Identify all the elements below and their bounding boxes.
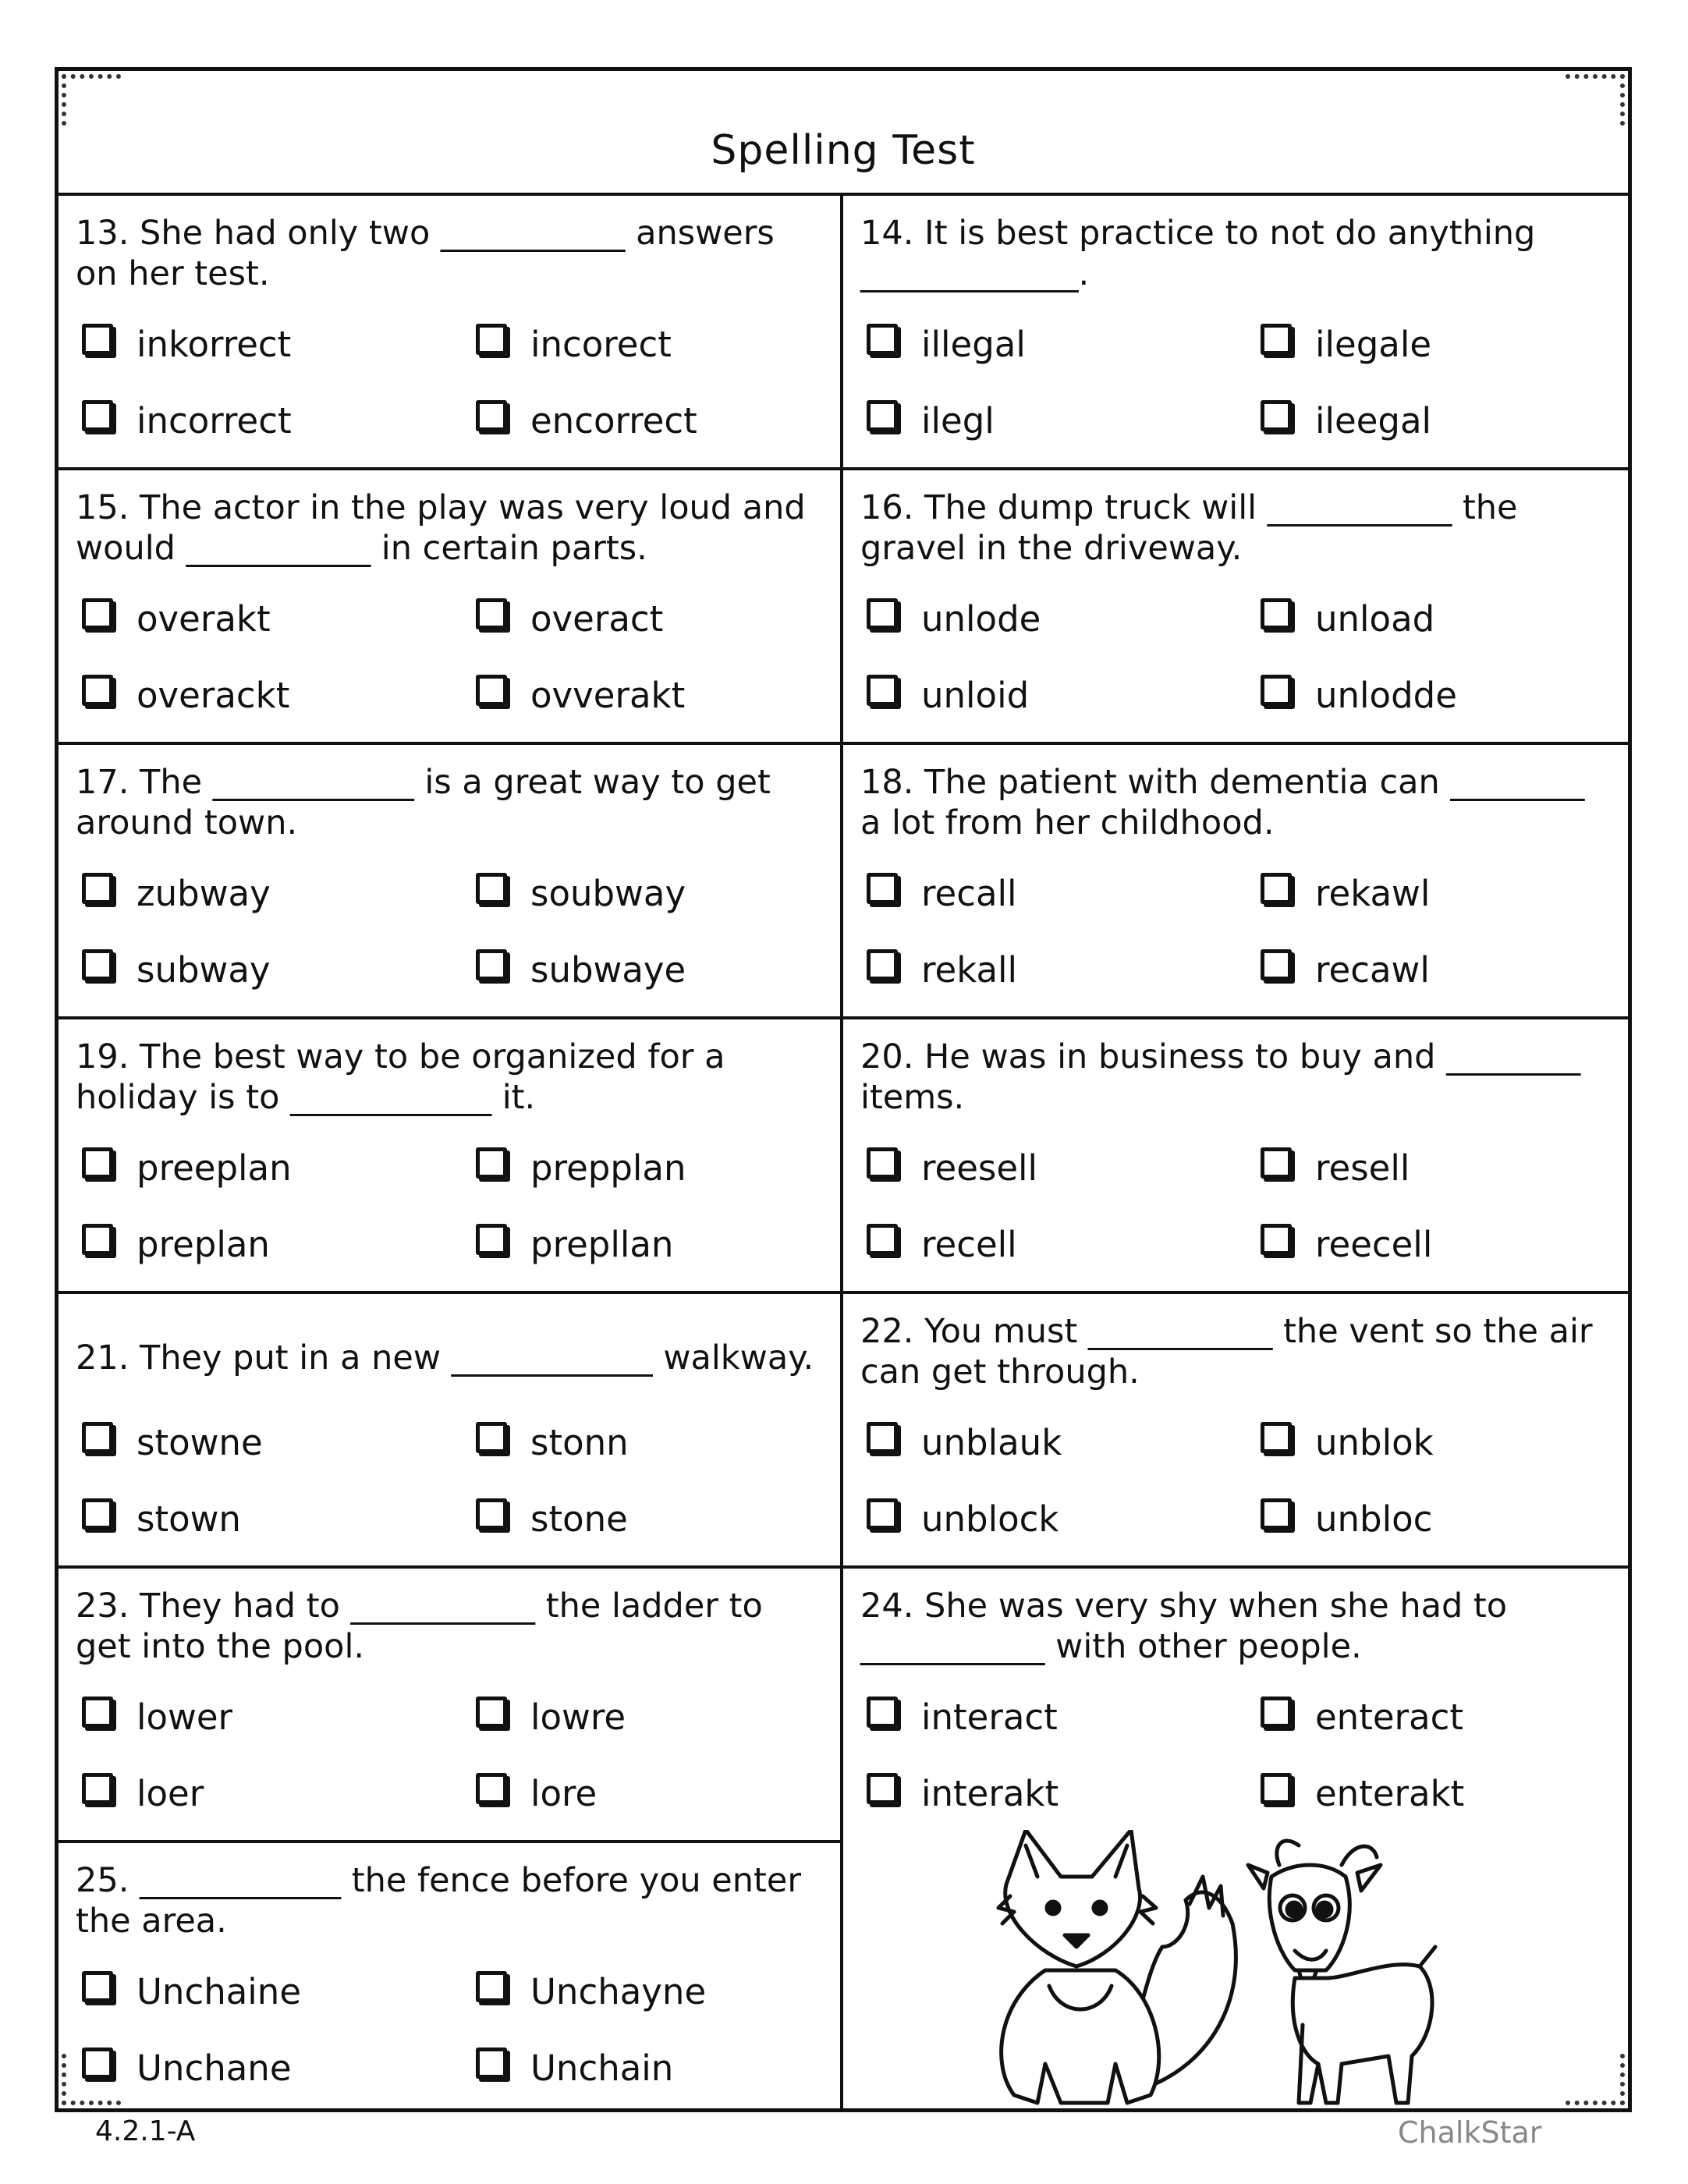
checkbox-icon[interactable] — [1261, 675, 1292, 706]
brand-watermark: ChalkStar — [1398, 2115, 1542, 2150]
checkbox-icon[interactable] — [476, 324, 507, 355]
question-cell — [843, 1569, 1628, 1843]
question-prompt: 25. ____________ the fence before you enter the area. — [76, 1861, 802, 1941]
checkbox-icon[interactable] — [1261, 873, 1292, 904]
answer-option[interactable] — [82, 1144, 292, 1191]
question-cell — [843, 1019, 1628, 1294]
checkbox-icon[interactable] — [867, 324, 898, 355]
answer-option[interactable] — [82, 1693, 232, 1740]
question-prompt: 18. The patient with dementia can ________ a lot from her childhood. — [860, 763, 1585, 842]
answer-option[interactable] — [867, 1693, 1058, 1740]
question-cell — [59, 1569, 843, 1843]
question-cell — [59, 1294, 843, 1569]
checkbox-icon[interactable] — [476, 675, 507, 706]
option-label: Unchayne — [530, 1970, 707, 2012]
answer-option[interactable] — [476, 595, 663, 642]
option-label: preplan — [137, 1223, 270, 1265]
option-label: unblock — [921, 1498, 1059, 1540]
checkbox-icon[interactable] — [1261, 1224, 1292, 1255]
page-title: Spelling Test — [711, 127, 976, 174]
question-prompt: 22. You must ___________ the vent so the air can get through. — [860, 1312, 1593, 1392]
option-label: reecell — [1315, 1223, 1433, 1265]
answer-option[interactable] — [476, 2044, 673, 2091]
option-label: Unchain — [530, 2047, 674, 2089]
checkbox-icon[interactable] — [82, 1224, 113, 1255]
answer-option[interactable] — [1261, 946, 1430, 993]
checkbox-icon[interactable] — [867, 1696, 898, 1728]
question-prompt: 20. He was in business to buy and ________ items. — [860, 1037, 1581, 1117]
checkbox-icon[interactable] — [1261, 324, 1292, 355]
answer-option[interactable] — [82, 1495, 241, 1542]
option-label: incorect — [530, 323, 672, 365]
answer-option[interactable] — [82, 595, 271, 642]
answer-option[interactable] — [867, 397, 995, 444]
answer-option[interactable] — [867, 672, 1029, 718]
answer-option[interactable] — [867, 1770, 1059, 1817]
option-label: ilegale — [1315, 323, 1432, 365]
option-label: prepplan — [530, 1147, 686, 1189]
checkbox-icon[interactable] — [867, 1422, 898, 1453]
option-label: enteract — [1315, 1696, 1463, 1738]
option-label: Unchane — [137, 2047, 292, 2089]
question-prompt: 14. It is best practice to not do anything _____________. — [860, 214, 1536, 293]
checkbox-icon[interactable] — [1261, 1147, 1292, 1179]
option-label: prepllan — [530, 1223, 674, 1265]
answer-option[interactable] — [1261, 397, 1431, 444]
option-label: unload — [1315, 597, 1435, 640]
answer-option[interactable] — [476, 1968, 706, 2015]
checkbox-icon[interactable] — [82, 1147, 113, 1179]
answer-option[interactable] — [1261, 1144, 1410, 1191]
checkbox-icon[interactable] — [82, 598, 113, 629]
option-label: illegal — [921, 323, 1026, 365]
answer-option[interactable] — [1261, 1770, 1464, 1817]
option-label: overact — [530, 597, 664, 640]
checkbox-icon[interactable] — [82, 1971, 113, 2002]
question-cell — [59, 470, 843, 745]
option-label: lore — [530, 1772, 598, 1814]
checkbox-icon[interactable] — [867, 1147, 898, 1179]
checkbox-icon[interactable] — [82, 675, 113, 706]
checkbox-icon[interactable] — [1261, 598, 1292, 629]
checkbox-icon[interactable] — [82, 949, 113, 980]
checkbox-icon[interactable] — [1261, 1422, 1292, 1453]
checkbox-icon[interactable] — [82, 1498, 113, 1530]
checkbox-icon[interactable] — [82, 2048, 113, 2079]
checkbox-icon[interactable] — [867, 1773, 898, 1804]
option-label: ileegal — [1315, 399, 1432, 441]
checkbox-icon[interactable] — [82, 324, 113, 355]
answer-option[interactable] — [476, 321, 672, 367]
option-label: unbloc — [1315, 1498, 1433, 1540]
answer-option[interactable] — [1261, 1495, 1432, 1542]
option-label: recall — [921, 872, 1017, 914]
answer-option[interactable] — [82, 1968, 301, 2015]
checkbox-icon[interactable] — [867, 949, 898, 980]
option-label: subway — [137, 948, 271, 991]
checkbox-icon[interactable] — [476, 1422, 507, 1453]
answer-option[interactable] — [82, 870, 271, 916]
question-cell — [59, 1019, 843, 1294]
option-label: enterakt — [1315, 1772, 1465, 1814]
option-label: unlode — [921, 597, 1041, 640]
option-label: incorrect — [137, 399, 292, 441]
answer-option[interactable] — [476, 1144, 686, 1191]
option-label: soubway — [530, 872, 686, 914]
checkbox-icon[interactable] — [476, 873, 507, 904]
answer-option[interactable] — [476, 672, 685, 718]
checkbox-icon[interactable] — [476, 1773, 507, 1804]
option-label: recell — [921, 1223, 1017, 1265]
option-label: stone — [530, 1498, 628, 1540]
answer-option[interactable] — [1261, 672, 1457, 718]
checkbox-icon[interactable] — [82, 1422, 113, 1453]
checkbox-icon[interactable] — [1261, 1696, 1292, 1728]
question-cell — [59, 196, 843, 470]
option-label: inkorrect — [137, 323, 292, 365]
option-label: unblauk — [921, 1421, 1062, 1463]
option-label: unlodde — [1315, 674, 1457, 716]
checkbox-icon[interactable] — [476, 598, 507, 629]
goat-icon — [1248, 1841, 1435, 2103]
answer-option[interactable] — [1261, 1419, 1434, 1466]
answer-option[interactable] — [867, 1495, 1059, 1542]
worksheet-frame — [55, 67, 1632, 2112]
answer-option[interactable] — [867, 595, 1041, 642]
option-label: Unchaine — [137, 1970, 302, 2012]
option-label: stowne — [137, 1421, 263, 1463]
answer-option[interactable] — [82, 1770, 204, 1817]
question-prompt: 21. They put in a new ____________ walkway. — [76, 1338, 814, 1377]
question-cell — [843, 1294, 1628, 1569]
fox-icon — [998, 1830, 1236, 2103]
question-cell — [59, 1843, 843, 2108]
answer-option[interactable] — [476, 1221, 673, 1268]
option-label: overakt — [137, 597, 271, 640]
option-label: unloid — [921, 674, 1030, 716]
option-label: encorrect — [530, 399, 697, 441]
option-label: subwaye — [530, 948, 686, 991]
answer-option[interactable] — [82, 321, 291, 367]
question-cell — [59, 745, 843, 1019]
option-label: ovverakt — [530, 674, 686, 716]
checkbox-icon[interactable] — [476, 400, 507, 431]
checkbox-icon[interactable] — [476, 1224, 507, 1255]
checkbox-icon[interactable] — [867, 400, 898, 431]
checkbox-icon[interactable] — [82, 1773, 113, 1804]
title-bar — [59, 71, 1628, 196]
checkbox-icon[interactable] — [867, 1224, 898, 1255]
answer-option[interactable] — [476, 397, 697, 444]
checkbox-icon[interactable] — [476, 1696, 507, 1728]
answer-option[interactable] — [1261, 595, 1434, 642]
answer-option[interactable] — [476, 1419, 629, 1466]
checkbox-icon[interactable] — [476, 2048, 507, 2079]
checkbox-icon[interactable] — [1261, 400, 1292, 431]
checkbox-icon[interactable] — [867, 598, 898, 629]
question-cell — [843, 470, 1628, 745]
question-prompt: 15. The actor in the play was very loud and would ___________ in certain parts. — [76, 488, 806, 568]
option-label: ilegl — [921, 399, 995, 441]
answer-option[interactable] — [476, 1770, 597, 1817]
checkbox-icon[interactable] — [1261, 949, 1292, 980]
checkbox-icon[interactable] — [82, 873, 113, 904]
checkbox-icon[interactable] — [867, 675, 898, 706]
fox-and-goat-illustration — [952, 1830, 1544, 2112]
option-label: preeplan — [137, 1147, 292, 1189]
question-prompt: 19. The best way to be organized for a holiday is to ____________ it. — [76, 1037, 725, 1117]
question-prompt: 13. She had only two ___________ answers on her test. — [76, 214, 775, 293]
option-label: interact — [921, 1696, 1058, 1738]
checkbox-icon[interactable] — [82, 400, 113, 431]
option-label: lower — [137, 1696, 233, 1738]
checkbox-icon[interactable] — [1261, 1498, 1292, 1530]
option-label: stonn — [530, 1421, 629, 1463]
answer-option[interactable] — [476, 870, 686, 916]
checkbox-icon[interactable] — [476, 949, 507, 980]
question-prompt: 16. The dump truck will ___________ the gravel in the driveway. — [860, 488, 1518, 568]
answer-option[interactable] — [476, 946, 686, 993]
checkbox-icon[interactable] — [476, 1971, 507, 2002]
answer-option[interactable] — [867, 1221, 1017, 1268]
option-label: zubway — [137, 872, 271, 914]
option-label: rekall — [921, 948, 1018, 991]
answer-option[interactable] — [867, 321, 1026, 367]
answer-option[interactable] — [82, 1419, 263, 1466]
checkbox-icon[interactable] — [82, 1696, 113, 1728]
answer-option[interactable] — [82, 672, 289, 718]
answer-option[interactable] — [1261, 870, 1430, 916]
option-label: stown — [137, 1498, 241, 1540]
option-label: overackt — [137, 674, 290, 716]
option-label: recawl — [1315, 948, 1430, 991]
answer-option[interactable] — [867, 1419, 1062, 1466]
option-label: loer — [137, 1772, 204, 1814]
option-label: rekawl — [1315, 872, 1431, 914]
checkbox-icon[interactable] — [476, 1498, 507, 1530]
option-label: interakt — [921, 1772, 1059, 1814]
answer-option[interactable] — [1261, 321, 1431, 367]
answer-option[interactable] — [867, 870, 1017, 916]
option-label: resell — [1315, 1147, 1410, 1189]
answer-option[interactable] — [867, 946, 1017, 993]
answer-option[interactable] — [1261, 1221, 1432, 1268]
checkbox-icon[interactable] — [867, 1498, 898, 1530]
question-grid — [59, 196, 1628, 2108]
answer-option[interactable] — [1261, 1693, 1463, 1740]
question-cell — [843, 745, 1628, 1019]
answer-option[interactable] — [476, 1693, 626, 1740]
answer-option[interactable] — [476, 1495, 628, 1542]
answer-option[interactable] — [82, 397, 292, 444]
option-label: unblok — [1315, 1421, 1434, 1463]
worksheet-code: 4.2.1-A — [95, 2115, 196, 2147]
option-label: lowre — [530, 1696, 626, 1738]
answer-option[interactable] — [82, 946, 271, 993]
answer-option[interactable] — [82, 2044, 292, 2091]
question-cell — [843, 196, 1628, 470]
question-prompt: 23. They had to ___________ the ladder to get into the pool. — [76, 1587, 763, 1666]
checkbox-icon[interactable] — [1261, 1773, 1292, 1804]
question-prompt: 17. The ____________ is a great way to get around town. — [76, 763, 771, 842]
answer-option[interactable] — [82, 1221, 270, 1268]
option-label: reesell — [921, 1147, 1038, 1189]
checkbox-icon[interactable] — [476, 1147, 507, 1179]
answer-option[interactable] — [867, 1144, 1037, 1191]
checkbox-icon[interactable] — [867, 873, 898, 904]
question-prompt: 24. She was very shy when she had to ___________ with other people. — [860, 1587, 1508, 1666]
